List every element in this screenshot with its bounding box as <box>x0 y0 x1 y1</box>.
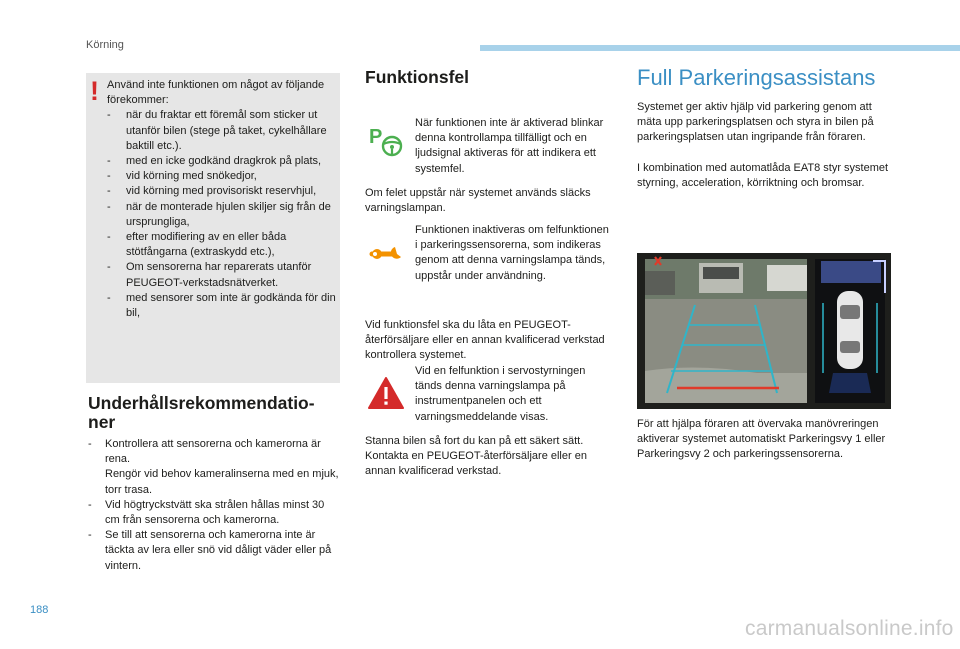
section-label: Körning <box>86 39 124 51</box>
list-item: - Vid högtryckstvätt ska strålen hållas minst 30 cm från sensorerna och kamerorna. <box>88 498 340 528</box>
list-item: - efter modifiering av en eller båda stötfångarna (extraskydd etc.), <box>107 230 337 260</box>
fault-paragraph: Funktionen inaktiveras om felfunktionen i parkeringssensorerna, som indikeras genom att denna varningslampa tänds, uppstår under användning. <box>415 224 609 282</box>
maintenance-list <box>88 437 340 574</box>
watermark: carmanualsonline.info <box>745 617 954 640</box>
fault-paragraph: Vid en felfunktion i servostyrningen tänds denna varningslampa på instrumentpanelen och ett varningsmeddelande visas. <box>415 365 586 423</box>
parking-camera-image <box>637 253 891 409</box>
list-item: - när de monterade hjulen skiljer sig från de ursprungliga, <box>107 200 337 230</box>
list-item: - när du fraktar ett föremål som sticker ut utanför bilen (stege på taket, cykelhållare baktill etc.). <box>107 108 337 154</box>
park-paragraph: För att hjälpa föraren att övervaka manövreringen aktiverar systemet automatiskt Parkeringsvy 1 eller Parkeringsvy 2 och parkeringssensorerna. <box>637 418 886 461</box>
maintenance-title: Underhållsrekommendatio-ner <box>88 393 315 432</box>
list-item: - Se till att sensorerna och kamerorna inte är täckta av lera eller snö vid dåligt väder eller på vintern. <box>88 528 340 574</box>
list-item: - med en icke godkänd dragkrok på plats, <box>107 154 337 169</box>
park-paragraph: Systemet ger aktiv hjälp vid parkering genom att mäta upp parkeringsplatsen och styra in bilen på parkeringsplatsen utan ingripande från föraren. <box>637 101 874 144</box>
list-item: - Om sensorerna har reparerats utanför PEUGEOT-verkstadsnätverket. <box>107 260 337 290</box>
svg-text:P: P <box>369 126 383 148</box>
park-paragraph: I kombination med automatlåda EAT8 styr systemet styrning, acceleration, körriktning och bromsar. <box>637 162 889 190</box>
list-item <box>88 437 340 498</box>
fault-paragraph: Stanna bilen så fort du kan på ett säkert sätt. Kontakta en PEUGEOT-återförsäljare eller en annan kvalificerad verkstad. <box>365 435 587 478</box>
fault-paragraph: Om felet uppstår när systemet används släcks varningslampan. <box>365 187 591 215</box>
parking-camera-illustration <box>637 253 891 409</box>
maintenance-item-text: - Kontrollera att sensorerna och kamerorna är rena. <box>105 438 321 466</box>
list-item: - med sensorer som inte är godkända för din bil, <box>107 291 337 321</box>
fault-paragraph: Vid funktionsfel ska du låta en PEUGEOT-återförsäljare eller en annan kvalificerad verkstad kontrollera systemet. <box>365 319 605 362</box>
warning-intro: Använd inte funktionen om något av följande förekommer: <box>107 79 325 107</box>
page-number: 188 <box>30 604 49 616</box>
warning-exclamation-icon: ! <box>90 76 99 106</box>
warning-text <box>107 78 337 321</box>
fault-title: Funktionsfel <box>365 67 470 87</box>
list-item: - vid körning med snökedjor, <box>107 169 337 184</box>
list-item: - vid körning med provisoriskt reservhjul, <box>107 184 337 199</box>
warning-triangle-icon <box>367 376 405 410</box>
wrench-icon <box>368 240 406 264</box>
fault-paragraph: När funktionen inte är aktiverad blinkar denna kontrollampa tillfälligt och en ljudsignal aktiveras för att indikera ett systemfel. <box>415 117 604 175</box>
header-rule <box>480 45 960 51</box>
maintenance-item-text: Rengör vid behov kameralinserna med en mjuk, torr trasa. <box>105 468 339 496</box>
warning-list <box>107 108 337 321</box>
park-title: Full Parkeringsassistans <box>637 65 876 90</box>
parking-steering-warning-icon <box>368 124 406 158</box>
